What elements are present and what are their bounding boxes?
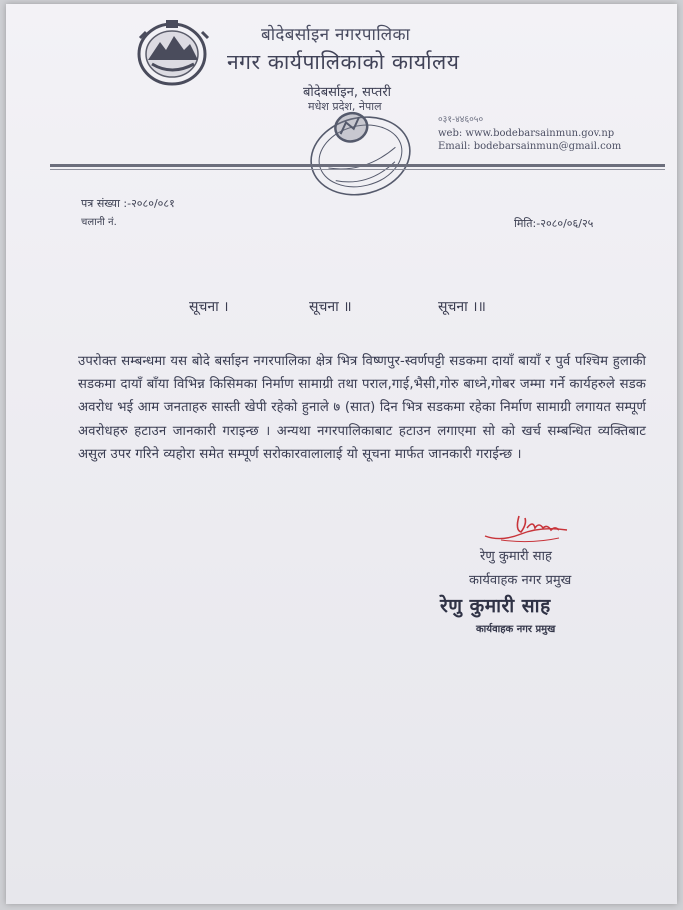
municipality-name: बोदेबर्साइन नगरपालिका [261, 25, 411, 45]
signatory-post: कार्यवाहक नगर प्रमुख [469, 573, 572, 588]
office-location: बोदेबर्साइन, सप्तरी [303, 85, 392, 100]
header-divider [50, 164, 665, 167]
handwritten-signature [481, 512, 571, 546]
letter-date: मिति:-२०८०/०६/२५ [514, 217, 594, 230]
office-name: नगर कार्यपालिकाको कार्यालय [227, 50, 460, 74]
notice-heading-2: सूचना ॥ [309, 299, 352, 315]
email-link[interactable]: Email: bodebarsainmun@gmail.com [438, 141, 622, 152]
office-province: मधेश प्रदेश, नेपाल [308, 100, 382, 113]
notice-body: उपरोक्त सम्बन्धमा यस बोदे बर्साइन नगरपालिका क्षेत्र भित्र विष्णपुर-स्वर्णपट्टी सडकमा दायाँ बायाँ र पुर्व पश्चिम हुलाकी सडकमा दायाँ बाँया विभिन्न किसिमका निर्माण सामाग्री तथा पराल,गाई,भैसी,गोरु बाध्ने,गोबर जम्मा गर्ने कार्यहरुले सडक अवरोध भई आम जनताहरु सास्ती खेपी रहेको हुनाले ७ (सात) दिन भित्र सडकमा रहेका निर्माण सामाग्री लगायत सम्पूर्ण अवरोधहरु हटाउन जानकारी गराइन्छ । अन्यथा नगरपालिकाबाट हटाउन लगाएमा सो को खर्च सम्बन्धित व्यक्तिबाट असुल उपर गरिने व्यहोरा समेत सम्पूर्ण सरोकारवालालाई यो सूचना मार्फत जानकारी गराईन्छ । [78, 354, 646, 462]
phone-number: ०३१-४४६०५० [438, 115, 484, 125]
website-link[interactable]: web: www.bodebarsainmun.gov.np [438, 128, 615, 139]
office-seal-stamp [304, 100, 416, 208]
contact-block [438, 114, 621, 153]
signatory-post-stamp: कार्यवाहक नगर प्रमुख [476, 624, 556, 635]
header-divider-thin [50, 169, 665, 170]
notice-heading-1: सूचना । [189, 299, 229, 315]
signatory-name: रेणु कुमारी साह [480, 549, 552, 564]
notice-heading-3: सूचना ।॥ [438, 299, 486, 315]
municipality-emblem-icon [130, 18, 214, 88]
signatory-name-stamp: रेणु कुमारी साह [440, 595, 551, 617]
letter-number: पत्र संख्या :-२०८०/०८१ [81, 197, 175, 210]
letter-page [6, 4, 677, 904]
dispatch-number: चलानी नं. [81, 217, 117, 228]
